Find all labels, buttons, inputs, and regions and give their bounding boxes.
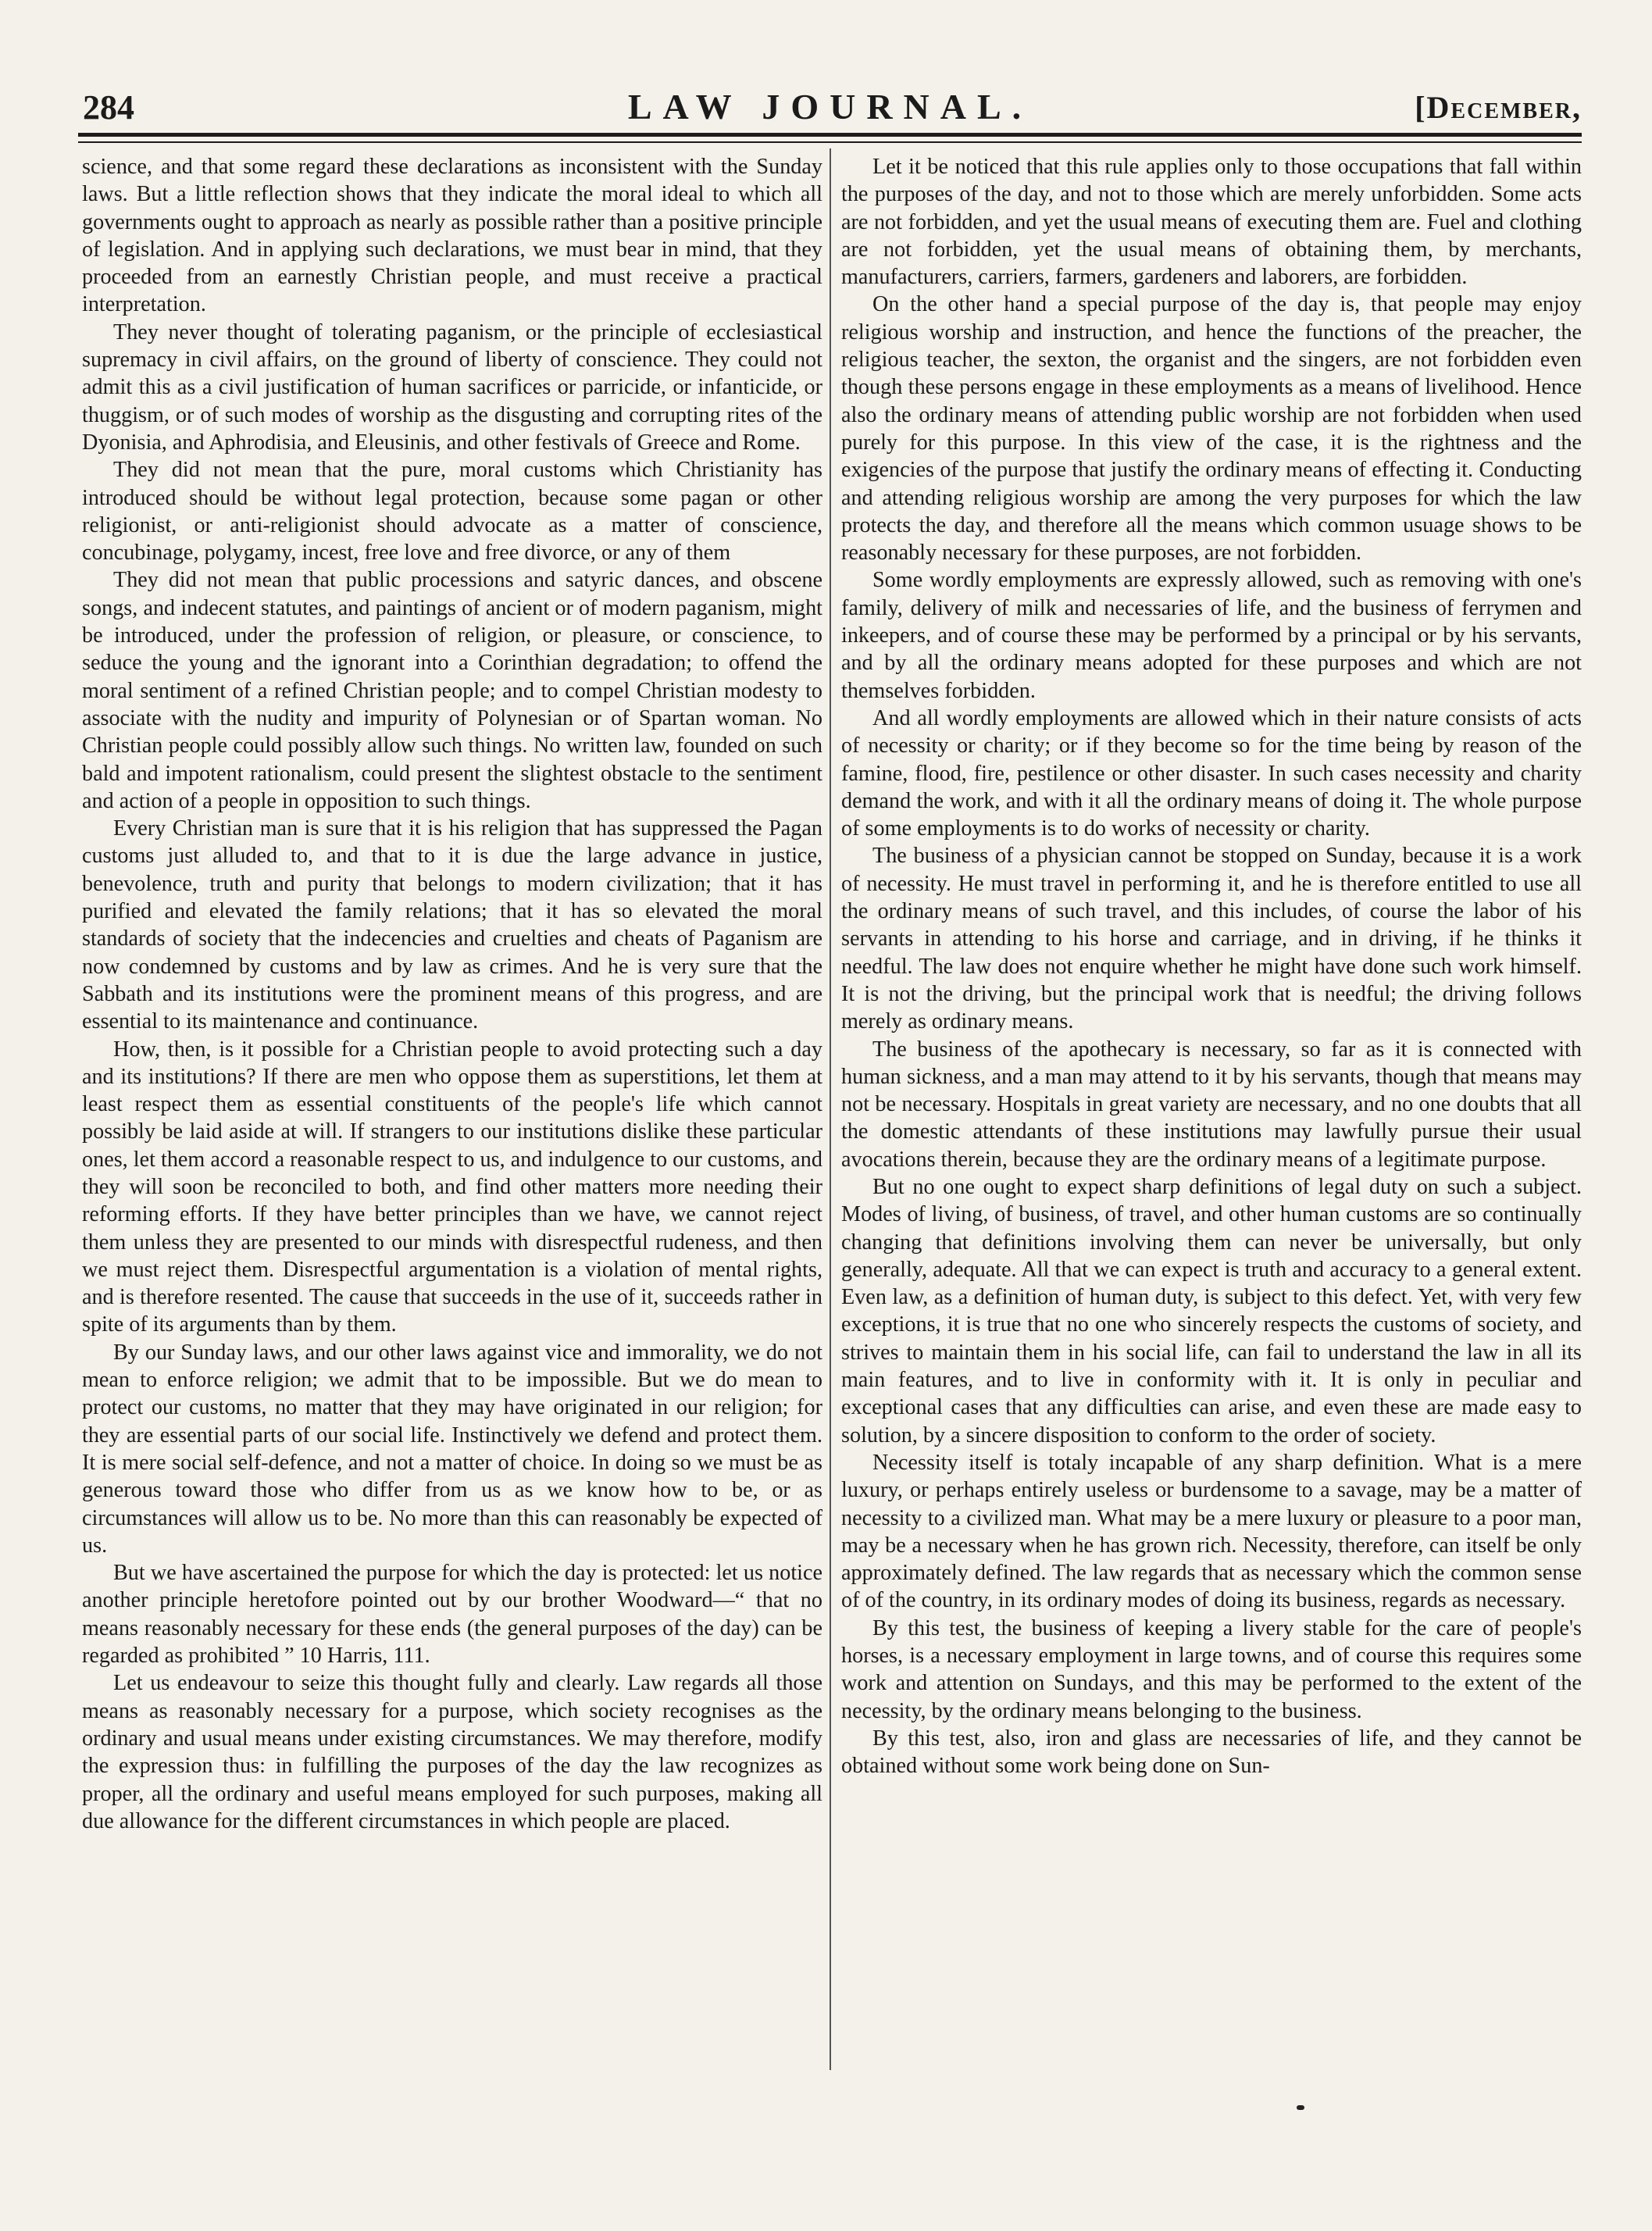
paragraph: By this test, the business of keeping a livery stable for the care of people's horses, is a necessary employment in large towns, and of course this requires some work and attention on Sundays, and this may be performed to the extent of the necessity, by the ordinary means belonging to the business. [841,1615,1582,1723]
paragraph: Let us endeavour to seize this thought fully and clearly. Law regards all those means as reasonably necessary for a purpose, which society recognises as the ordinary and usual means under existing circumstances. We may therefore, modify the expression thus: in fulfilling the purposes of the day the law recognizes as proper, all the ordinary and useful means employed for such purposes, making all due allowance for the different circumstances in which people are placed. [82,1671,822,1833]
ink-speck [1297,2105,1304,2110]
paragraph: They did not mean that public processions and satyric dances, and obscene songs, and indecent statutes, and paintings of ancient or of modern paganism, might be introduced, under the profession of religion, or pleasure, or conscience, to seduce the young and the ignorant into a Corinthian degradation; to offend the moral sentiment of a refined Christian people; and to compel Christian modesty to associate with the nudity and impurity of Polynesian or of Spartan woman. No Christian people could possibly allow such things. No written law, founded on such bald and impotent rationalism, could present the slightest obstacle to the sentiment and action of a people in opposition to such things. [82,568,822,813]
column-divider [830,148,831,2070]
paragraph: And all wordly employments are allowed which in their nature consists of acts of necessity or charity; or if they become so for the time being by reason of the famine, flood, fire, pestilence or other disaster. In such cases necessity and charity demand the work, and with it all the ordinary means of doing it. The whole purpose of some employments is to do works of necessity or charity. [841,705,1582,841]
paragraph: How, then, is it possible for a Christian people to avoid protecting such a day and its institutions? If there are men who oppose them as superstitions, let them at least respect them as essential constituents of the people's life which cannot possibly be laid aside at will. If strangers to our institutions dislike these particular ones, let them accord a reasonable respect to us, and indulgence to our customs, and they will soon be reconciled to both, and find other matters more needing their reforming efforts. If they have better principles than we have, we cannot reject them unless they are presented to our minds with disrespectful rudeness, and then we must reject them. Disrespectful argumentation is a violation of mental rights, and is therefore resented. The cause that succeeds in the use of it, succeeds rather in spite of its arguments than by them. [82,1037,822,1337]
paragraph: They did not mean that the pure, moral customs which Christianity has introduced should be without legal protection, because some pagan or other religionist, or anti-religionist should advocate as a matter of conscience, concubinage, polygamy, incest, free love and free divorce, or any of them [82,458,822,566]
paragraph: Necessity itself is totaly incapable of any sharp definition. What is a mere luxury, or perhaps entirely useless or burdensome to a savage, may be a matter of necessity to a civilized man. What may be a mere luxury or pleasure to a poor man, may be a necessary when he has grown rich. Necessity, therefore, can itself be only approximately defined. The law regards that as necessary which the common sense of of the country, in its ordinary modes of doing its business, regards as necessary. [841,1450,1582,1613]
paragraph: By this test, also, iron and glass are necessaries of life, and they cannot be obtained without some work being done on Sun- [841,1726,1582,1779]
paragraph: On the other hand a special purpose of the day is, that people may enjoy religious worship and instruction, and hence the functions of the preacher, the religious teacher, the sexton, the organist and the singers, are not forbidden even though these persons engage in these employments as a means of livelihood. Hence also the ordinary means of attending public worship are not forbidden when used purely for this purpose. In this view of the case, it is the rightness and the exigencies of the purpose that justify the ordinary means of effecting it. Conducting and attending religious worship are among the very purposes for which the law protects the day, and therefore all the means which common usuage shows to be reasonably necessary for these purposes, are not forbidden. [841,292,1582,566]
header-rule-thin [78,141,1582,143]
paragraph: By our Sunday laws, and our other laws against vice and immorality, we do not mean to enforce religion; we admit that to be impossible. But we do mean to protect our customs, no matter that they may have originated in our religion; for they are essential parts of our social life. Instinctively we defend and protect them. It is mere social self-defence, and not a matter of choice. In doing so we must be as generous toward those who differ from us as we know how to be, or as circumstances will allow us to be. No more than this can reasonably be expected of us. [82,1340,822,1558]
paragraph: Every Christian man is sure that it is his religion that has suppressed the Pagan customs just alluded to, and that to it is due the large advance in justice, benevolence, truth and purity that belongs to modern civilization; that it has purified and elevated the family relations; that it has so elevated the moral standards of society that the indecencies and cruelties and cheats of Paganism are now condemned by customs and by law as crimes. And he is very sure that the Sabbath and its institutions were the prominent means of this progress, and are essential to its maintenance and continuance. [82,816,822,1034]
paragraph: Some wordly employments are expressly allowed, such as removing with one's family, delivery of milk and necessaries of life, and the business of ferrymen and inkeepers, and of course these may be performed by a principal or by his servants, and by all the ordinary means adopted for these purposes and which are not themselves forbidden. [841,568,1582,703]
right-column [841,153,1582,2106]
left-column [82,153,822,2106]
month-label: [December, [1415,90,1582,125]
paragraph: science, and that some regard these declarations as inconsistent with the Sunday laws. But a little reflection shows that they indicate the moral ideal to which all governments ought to approach as nearly as possible rather than a positive principle of legislation. And in applying such declarations, we must bear in mind, that they proceeded from an earnestly Christian people, and must receive a practical interpretation. [82,155,822,317]
paragraph: But we have ascertained the purpose for which the day is protected: let us notice another principle heretofore pointed out by our brother Woodward—“ that no means reasonably necessary for these ends (the general purposes of the day) can be regarded as prohibited ” 10 Harris, 111. [82,1561,822,1669]
header-rule-thick [78,133,1582,137]
paragraph: They never thought of tolerating paganism, or the principle of ecclesiastical supremacy in civil affairs, on the ground of liberty of conscience. They could not admit this as a civil justification of human sacrifices or parricide, or infanticide, or thuggism, or of such modes of worship as the disgusting and corrupting rites of the Dyonisia, and Aphrodisia, and Eleusinis, and other festivals of Greece and Rome. [82,319,822,455]
page-number: 284 [83,88,134,127]
paragraph: But no one ought to expect sharp definitions of legal duty on such a subject. Modes of living, of business, of travel, and other human customs are so continually changing that definitions involving them can never be universally, but only generally, adequate. All that we can expect is truth and accuracy to a general extent. Even law, as a definition of human duty, is subject to this defect. Yet, with very few exceptions, it is true that no one who sincerely respects the customs of society, and strives to maintain them in his social life, can fail to understand the law in all its main features, and to live in conformity with it. It is only in peculiar and exceptional cases that any difficulties can arise, and even these are made easy to solution, by a sincere disposition to conform to the order of society. [841,1174,1582,1447]
journal-title: LAW JOURNAL. [627,87,1033,127]
paragraph: The business of a physician cannot be stopped on Sunday, because it is a work of necessity. He must travel in performing it, and he is therefore entitled to use all the ordinary means of such travel, and this includes, of course the labor of his servants in attending to his horse and carriage, and in driving, if he thinks it needful. The law does not enquire whether he might have done such work himself. It is not the driving, but the principal work that is needful; the driving follows merely as ordinary means. [841,844,1582,1034]
paragraph: Let it be noticed that this rule applies only to those occupations that fall within the purposes of the day, and not to those which are merely unforbidden. Some acts are not forbidden, and yet the usual means of executing them are. Fuel and clothing are not forbidden, yet the usual means of obtaining them, by merchants, manufacturers, carriers, farmers, gardeners and laborers, are forbidden. [841,155,1582,290]
paragraph: The business of the apothecary is necessary, so far as it is connected with human sickness, and a man may attend to it by his servants, though that means may not be necessary. Hospitals in great variety are necessary, and no one doubts that all the domestic attendants of these institutions may lawfully pursue their usual avocations therein, because they are the ordinary means of a legitimate purpose. [841,1037,1582,1172]
